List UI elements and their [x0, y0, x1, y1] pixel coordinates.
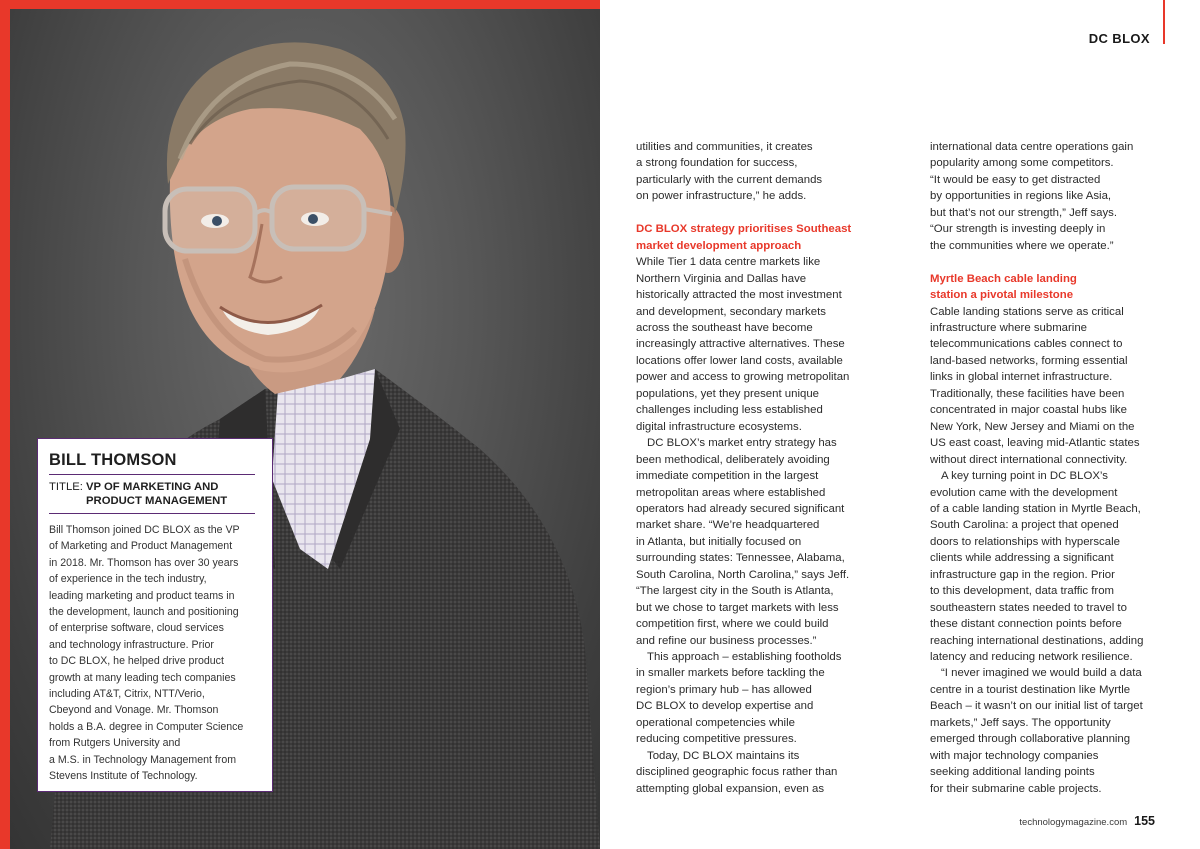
accent-bar-top: [0, 0, 600, 9]
paragraph: “I never imagined we would build a data centre in a tourist destination like Myrtle Beach – it wasn’t on our initial list of target markets,” Jeff says. The opportunity emerged through collaborative planning with major technology companies seeking additional landing points for their submarine cable projects.: [930, 667, 1143, 795]
profile-name: BILL THOMSON: [49, 451, 177, 469]
article-page: [600, 0, 1200, 849]
profile-card: [37, 438, 273, 792]
paragraph: DC BLOX’s market entry strategy has been methodical, deliberately avoiding immediate competition in the largest metropolitan areas where established operators had already secured significant market share. “We’re headquartered in Atlanta, but initially focused on surrounding states: Tennessee, Alabama, South Carolina, North Carolina,” says Jeff. “The largest city in the South is Atlanta, but we chose to target markets with less competition first, where we could build and refine our business processes.”: [636, 437, 850, 647]
footer-url: technologymagazine.com: [1019, 817, 1128, 828]
subheading: DC BLOX strategy prioritises Southeast market development approach: [636, 223, 852, 252]
header-accent-rule: [1163, 0, 1165, 44]
running-header: DC BLOX: [1088, 31, 1150, 46]
article-column-2: [930, 139, 1170, 797]
page-footer: [1019, 814, 1155, 828]
paragraph: international data centre operations gain popularity among some competitors. “It would be easy to get distracted by opportunities in regions like Asia, but that’s not our strength,” Jeff says. “Our strength is investing deeply in the communities where we operate.”: [930, 141, 1134, 252]
paragraph: While Tier 1 data centre markets like Northern Virginia and Dallas have historically attracted the most investment and development, secondary markets across the southeast have become increasingly attractive alternatives. These locations offer lower land costs, available power and access to growing metropolitan populations, yet they present unique challenges including less established digital infrastructure ecosystems.: [636, 256, 850, 433]
paragraph: Today, DC BLOX maintains its disciplined geographic focus rather than attempting global expansion, even as: [636, 749, 838, 795]
title-label: TITLE:: [49, 481, 83, 493]
title-value: VP OF MARKETING AND PRODUCT MANAGEMENT: [86, 481, 228, 507]
subheading: Myrtle Beach cable landing station a pivotal milestone: [930, 272, 1077, 302]
paragraph: This approach – establishing footholds in smaller markets before tackling the region’s primary hub – has allowed DC BLOX to develop expertise and operational competencies while reducing competitive pressures.: [636, 651, 842, 746]
page-number: 155: [1134, 814, 1155, 828]
divider: [49, 474, 255, 475]
profile-title: [49, 480, 262, 508]
article-column-1: [636, 139, 876, 797]
accent-bar-left: [0, 0, 10, 849]
paragraph: utilities and communities, it creates a strong foundation for success, particularly with the current demands on power infrastructure,” he adds.: [636, 141, 823, 203]
paragraph: A key turning point in DC BLOX’s evolution came with the development of a cable landing station in Myrtle Beach, South Carolina: a project that opened doors to relationships with hyperscale clients while addressing a significant infrastructure gap in the region. Prior to this development, data traffic from southeastern states needed to travel to these distant connection points before reaching international destinations, adding latency and reducing network resilience.: [930, 470, 1144, 664]
divider: [49, 513, 255, 514]
profile-bio: Bill Thomson joined DC BLOX as the VP of Marketing and Product Management in 2018. Mr. Thomson has over 30 years of experience in the tech industry, leading marketing and product teams in the development, launch and positioning of enterprise software, cloud services and technology infrastructure. Prior to DC BLOX, he helped drive product growth at many leading tech companies including AT&T, Citrix, NTT/Verio, Cbeyond and Vonage. Mr. Thomson holds a B.A. degree in Computer Science from Rutgers University and a M.S. in Technology Management from Stevens Institute of Technology.: [49, 524, 244, 783]
paragraph: Cable landing stations serve as critical infrastructure where submarine telecommunications cables connect to land-based networks, forming essential links in global internet infrastructure. Traditionally, these facilities have been concentrated in major coastal hubs like New York, New Jersey and Miami on the US east coast, leaving mid-Atlantic states without direct international connectivity.: [930, 305, 1140, 466]
